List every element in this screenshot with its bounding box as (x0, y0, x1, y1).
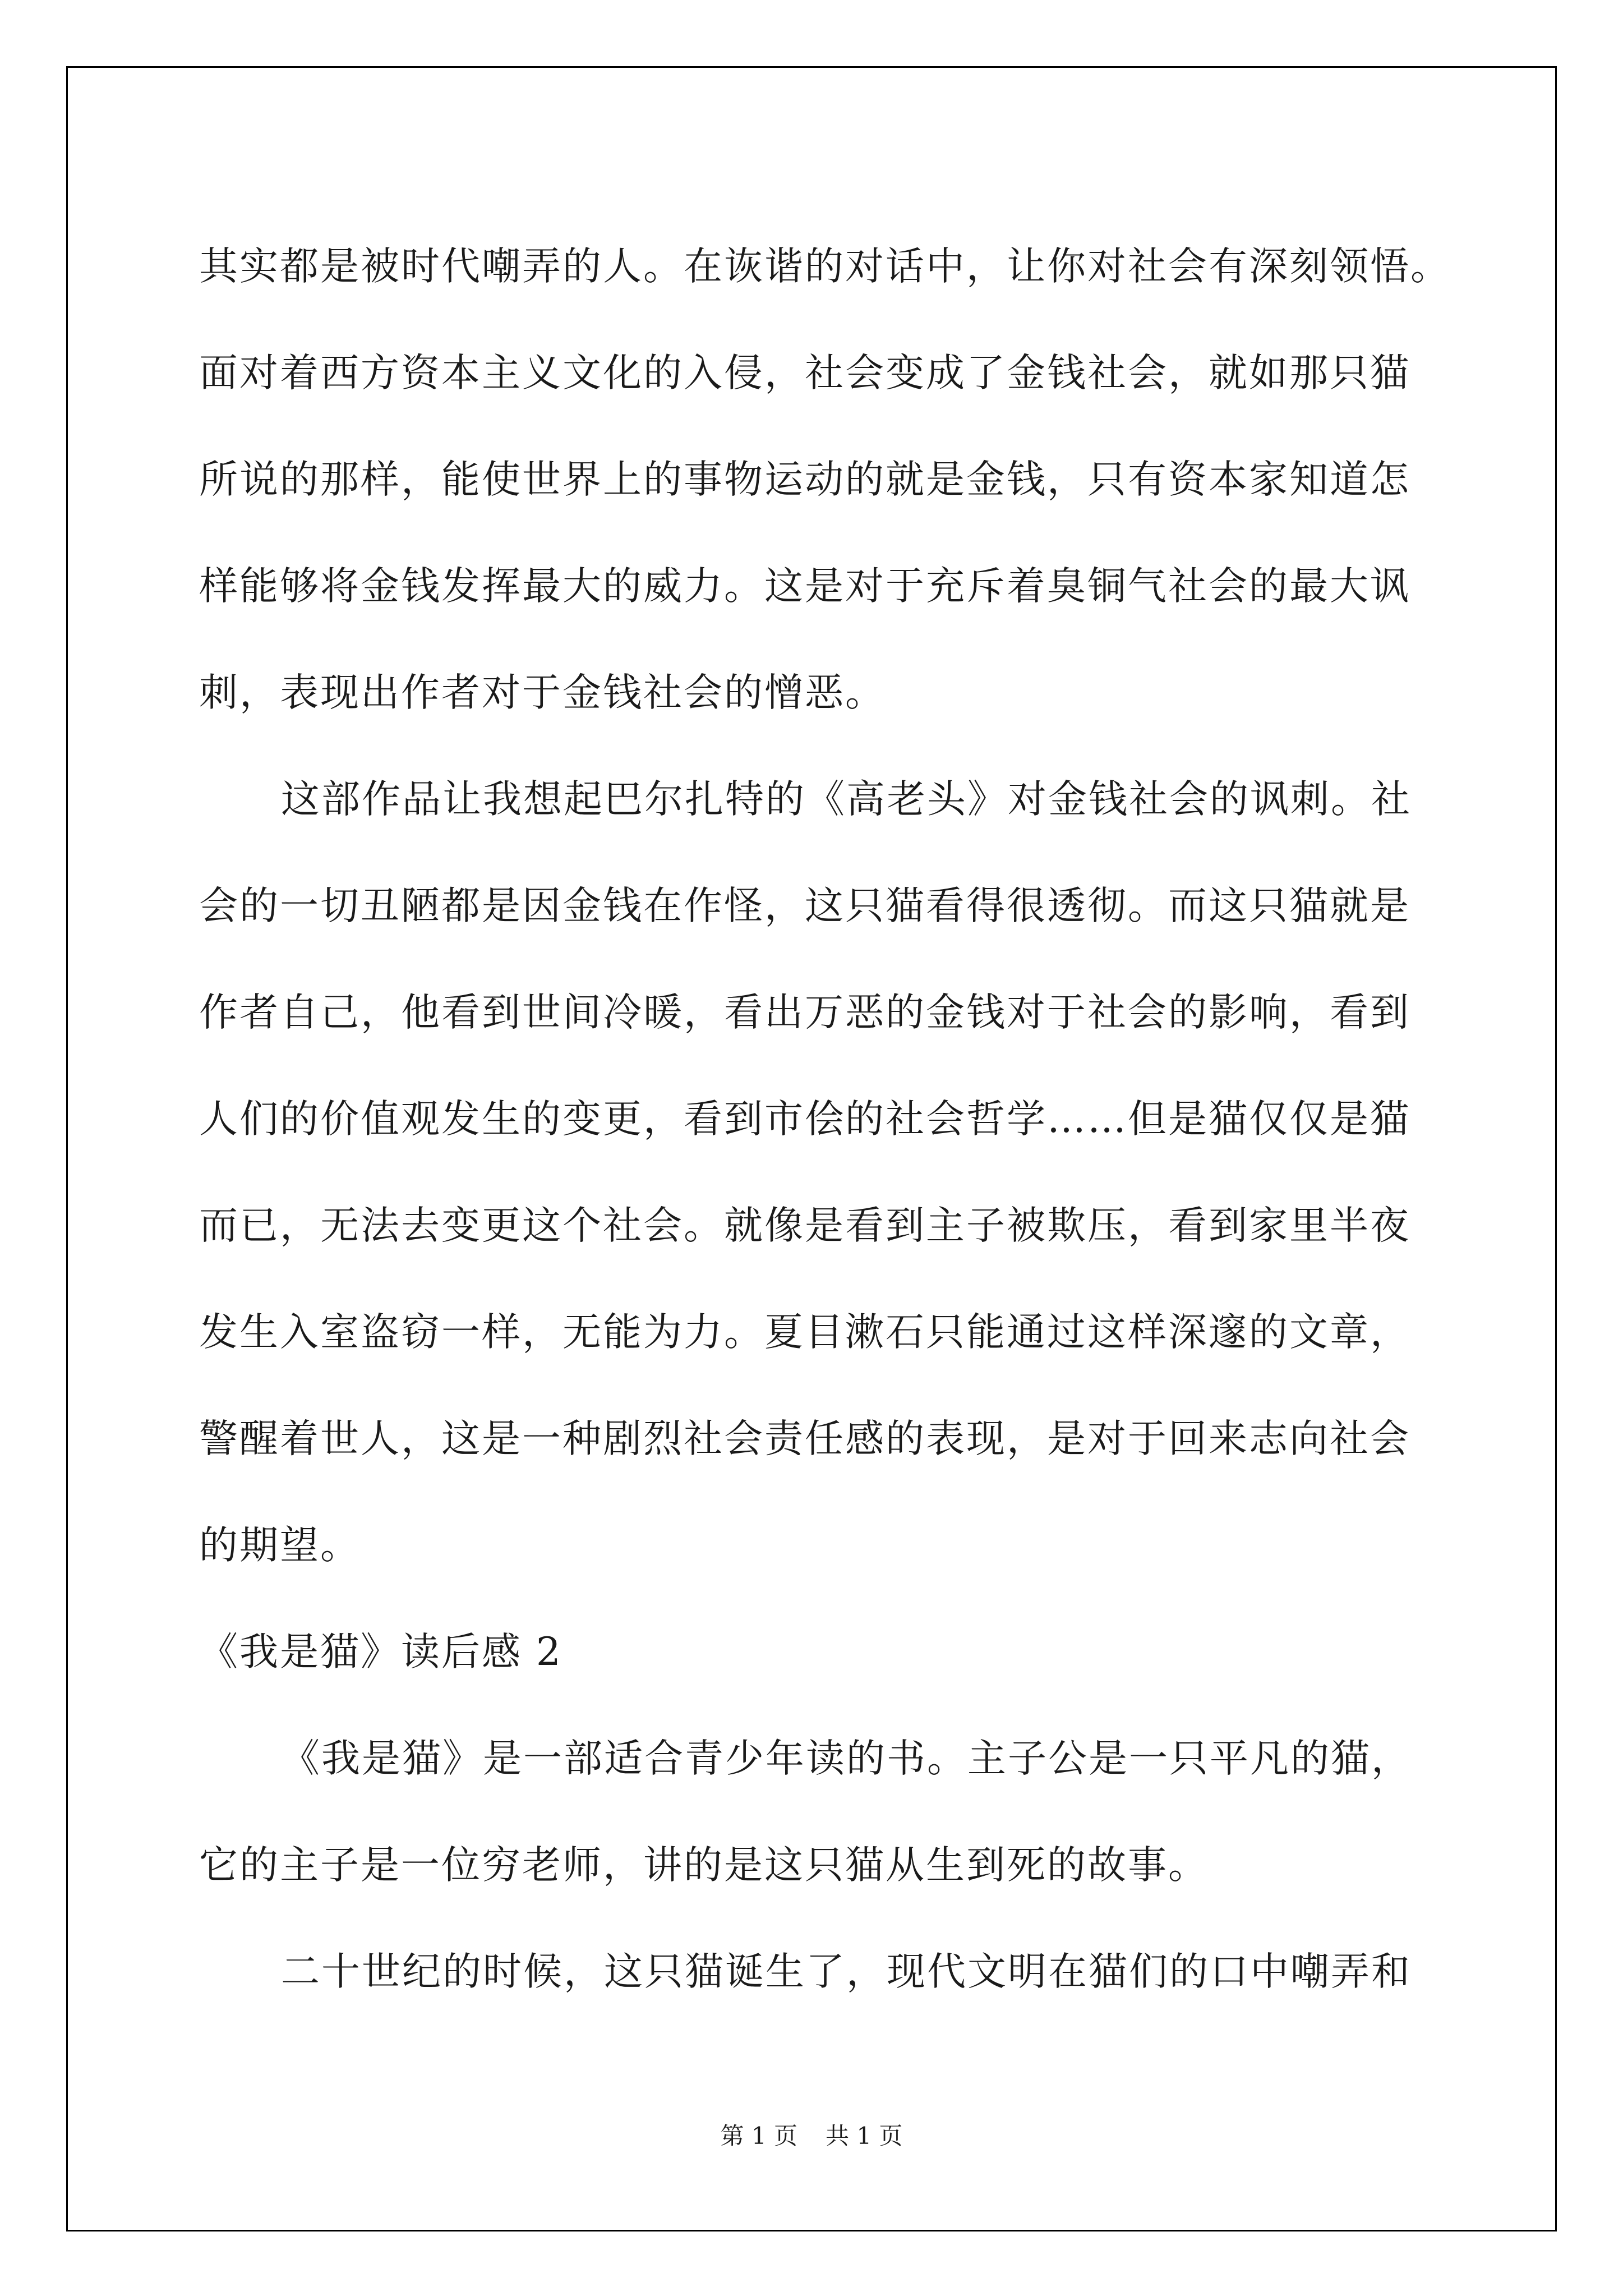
text-line: 而已，无法去变更这个社会。就像是看到主子被欺压，看到家里半夜 (199, 1203, 1410, 1248)
text-line: 所说的那样，能使世界上的事物运动的就是金钱，只有资本家知道怎 (199, 457, 1410, 502)
text-line: 《我是猫》是一部适合青少年读的书。主子公是一只平凡的猫， (281, 1736, 1412, 1781)
text-line: 刺，表现出作者对于金钱社会的憎恶。 (199, 670, 886, 715)
document-body (199, 213, 1451, 2025)
text-line: 人们的价值观发生的变更，看到市侩的社会哲学……但是猫仅仅是猫 (199, 1097, 1410, 1142)
text-line: 二十世纪的时候，这只猫诞生了，现代文明在猫们的口中嘲弄和 (281, 1949, 1412, 1994)
page-number: 第 1 页 (720, 2122, 797, 2150)
page-total: 共 1 页 (826, 2122, 903, 2150)
text-line: 会的一切丑陋都是因金钱在作怪，这只猫看得很透彻。而这只猫就是 (199, 884, 1410, 928)
text-line: 警醒着世人，这是一种剧烈社会责任感的表现，是对于回来志向社会 (199, 1416, 1410, 1461)
text-line: 这部作品让我想起巴尔扎特的《高老头》对金钱社会的讽刺。社 (281, 777, 1412, 822)
text-line: 其实都是被时代嘲弄的人。在诙谐的对话中，让你对社会有深刻领悟。 (199, 244, 1451, 289)
text-line: 面对着西方资本主义文化的入侵，社会变成了金钱社会，就如那只猫 (199, 351, 1410, 395)
text-line: 的期望。 (199, 1523, 361, 1568)
text-line: 《我是猫》读后感 2 (199, 1630, 562, 1674)
page-footer (0, 2119, 1623, 2153)
text-line: 作者自己，他看到世间冷暖，看出万恶的金钱对于社会的影响，看到 (199, 990, 1410, 1035)
text-line: 它的主子是一位穷老师，讲的是这只猫从生到死的故事。 (199, 1843, 1209, 1888)
text-line: 发生入室盗窃一样，无能为力。夏目漱石只能通过这样深邃的文章， (199, 1310, 1410, 1355)
text-line: 样能够将金钱发挥最大的威力。这是对于充斥着臭铜气社会的最大讽 (199, 564, 1410, 609)
